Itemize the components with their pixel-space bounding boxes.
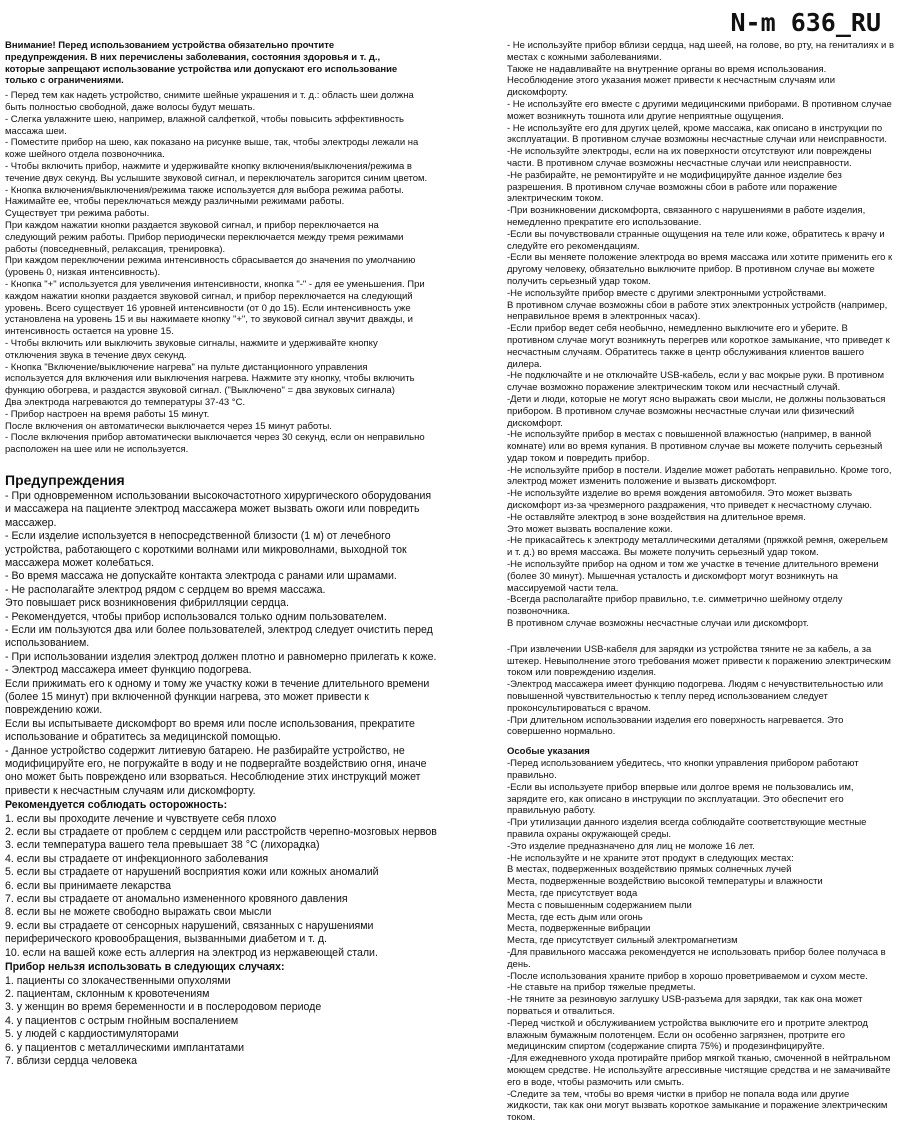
list-item: 6. если вы принимаете лекарства — [5, 879, 172, 892]
list-item: 9. если вы страдаете от сенсорных нарушений, связанных с нарушениями периферического кровообращения, вызванными диабетом и т. д. — [5, 919, 374, 946]
list-item: 6. у пациентов с металлическими имплантатами — [5, 1041, 245, 1054]
list-item: 5. у людей с кардиостимуляторами — [5, 1028, 179, 1041]
left-column — [5, 40, 445, 1068]
list-item: 10. если на вашей коже есть аллергия на электрод из нержавеющей стали. — [5, 946, 378, 959]
document-title: N-m 636_RU — [730, 8, 881, 37]
special-instructions-text: -Перед использованием убедитесь, что кнопки управления прибором работают правильно. -Если вы используете прибор впервые или долгое время не пользовались им, зарядите его, как описано в инструкции по эксплуатации. Это обеспечит его правильную работу. -При утилизации данного изделия всегда соблюдайте соответствующие местные правила охраны окружающей среды. -Это изделие предназначено для лиц не моложе 16 лет. -Не используйте и не храните этот продукт в следующих местах: В местах, подверженных воздействию прямых солнечных лучей Места, подверженные воздействию высокой температуры и влажности Места, где присутствует вода Места с повышенным содержанием пыли Места, где есть дым или огонь Места, подверженные вибрации Места, где присутствует сильный электромагнетизм -Для правильного массажа рекомендуется не использовать прибор более получаса в день. -После использования храните прибор в хорошо проветриваемом и сухом месте. -Не ставьте на прибор тяжелые предметы. -Не тяните за резиновую заглушку USB-разъема для зарядки, так как она может порваться и отвалиться. -Перед чисткой и обслуживанием устройства выключите его и протрите электрод влажным бумажным полотенцем. Если он особенно загрязнен, протрите его медицинским спиртом (содержание спирта 75%) и продезинфицируйте. -Для ежедневного ухода протирайте прибор мягкой тканью, смоченной в нейтральном моющем средстве. Не используйте агрессивные чистящие средства и не замачивайте его в воде, чтобы размочить или смыть. -Следите за тем, чтобы во время чистки в прибор не попала вода или другие жидкости, так как они могут вызвать короткое замыкание и поражение электрическим током. — [507, 758, 891, 1124]
warnings-text: - При одновременном использовании высокочастотного хирургического оборудования и массажера на пациенте электрод массажера может вызвать ожоги или повредить массажер. - Если изделие используется в непосредственной близости (1 м) от лечебного устройства, работающего с короткими волнами или микроволнами, выходной ток массажера может колебаться. - Во время массажа не допускайте контакта электрода с ранами или шрамами. - Не располагайте электрод рядом с сердцем во время массажа. Это повышает риск возникновения фибрилляции сердца. - Рекомендуется, чтобы прибор использовался только одним пользователем. - Если им пользуются два или более пользователей, электрод следует очистить перед использованием. - При использовании изделия электрод должен плотно и равномерно прилегать к коже. - Электрод массажера имеет функцию подогрева. Если прижимать его к одному и тому же участку кожи в течение длительного времени (более 15 минут) при включенной функции нагрева, это может привести к повреждению кожи. Если вы испытываете дискомфорт во время или после использования, прекратите использование и обратитесь за медицинской помощью. - Данное устройство содержит литиевую батарею. Не разбирайте устройство, не модифицируйте его, не погружайте в воду и не подвергайте воздействию огня, иначе оно может быть повреждено или взорваться. Несоблюдение этих инструкций может привести к несчастным случаям или дискомфорту. — [5, 489, 437, 797]
usage-instructions: - Перед тем как надеть устройство, снимите шейные украшения и т. д.: область шеи должна быть полностью свободной, даже волосы будут мешать. - Слегка увлажните шею, например, влажной салфеткой, чтобы повысить эффективность массажа шеи. - Поместите прибор на шею, как показано на рисунке выше, так, чтобы электроды лежали на коже шейного отдела позвоночника. - Чтобы включить прибор, нажмите и удерживайте кнопку включения/выключения/режима в течение двух секунд. Вы услышите звуковой сигнал, и переключатель загорится синим цветом. - Кнопка включения/выключения/режима также используется для выбора режима работы. Нажимайте ее, чтобы переключаться между различными режимами работы. Существует три режима работы. При каждом нажатии кнопки раздается звуковой сигнал, и прибор переключается на следующий режим работы. Прибор периодически переключается между тремя режимами работы (повседневный, релаксация, тренировка). При каждом переключении режима интенсивность сбрасывается до значения по умолчанию (уровень 0, низкая интенсивность). - Кнопка "+" используется для увеличения интенсивности, кнопка "-" - для ее уменьшения. При каждом нажатии кнопки раздается звуковой сигнал, и прибор переключается на следующий уровень. Всего существует 16 уровней интенсивности (от 0 до 15). Если интенсивность уже установлена на уровень 15 и вы нажимаете кнопку "+", то звуковой сигнал звучит дважды, и интенсивность остается на уровне 15. - Чтобы включить или выключить звуковые сигналы, нажмите и удерживайте кнопку отключения звука в течение двух секунд. - Кнопка "Включение/выключение нагрева" на пульте дистанционного управления используется для включения или выключения нагрева. Нажмите эту кнопку, чтобы включить функцию обогрева, и раздастся звуковой сигнал. ("Выключено" = два звуковых сигнала) Два электрода нагреваются до температуры 37-43 °C. - Прибор настроен на время работы 15 минут. После включения он автоматически выключается через 15 минут работы. - После включения прибор автоматически выключается через 30 секунд, если он неправильно расположен на шее или не используется. — [5, 90, 428, 456]
list-item: 1. если вы проходите лечение и чувствуете себя плохо — [5, 812, 277, 825]
prohibited-list — [5, 975, 445, 1069]
prohibited-heading: Прибор нельзя использовать в следующих случаях: — [5, 961, 285, 974]
warnings-heading: Предупреждения — [5, 471, 125, 488]
list-item: 4. у пациентов с острым гнойным воспалением — [5, 1014, 239, 1027]
list-item: 1. пациенты со злокачественными опухолями — [5, 974, 231, 987]
safety-warnings-continued: - Не используйте прибор вблизи сердца, над шеей, на голове, во рту, на гениталиях и в местах с кожными заболеваниями. Также не надавливайте на внутренние органы во время использования. Несоблюдение этого указания может привести к несчастным случаям или дискомфорту. - Не используйте его вместе с другими медицинскими приборами. В противном случае может возникнуть тошнота или другие неприятные ощущения. - Не используйте его для других целей, кроме массажа, как описано в инструкции по эксплуатации. В противном случае возможны несчастные случаи или неисправности. -Не используйте электроды, если на их поверхности отсутствуют или повреждены части. В противном случае возможны несчастные случаи или неисправности. -Не разбирайте, не ремонтируйте и не модифицируйте данное изделие без разрешения. В противном случае возможны сбои в работе или поражение электрическим током. -При возникновении дискомфорта, связанного с нарушениями в работе изделия, немедленно прекратите его использование. -Если вы почувствовали странные ощущения на теле или коже, обратитесь к врачу и следуйте его рекомендациям. -Если вы меняете положение электрода во время массажа или хотите применить его к другому человеку, обязательно выключите прибор. В противном случае вы можете получить серьезный удар током. -Не используйте прибор вместе с другими электронными устройствами. В противном случае возможны сбои в работе этих электронных устройств (например, неправильное время в электронных часах). -Если прибор ведет себя необычно, немедленно выключите его и уберите. В противном случае могут возникнуть перегрев или короткое замыкание, что приведет к несчастным случаям. Обратитесь также в центр обслуживания клиентов вашего дилера. -Не подключайте и не отключайте USB-кабель, если у вас мокрые руки. В противном случае возможно поражение электрическим током или несчастный случай. -Дети и люди, которые не могут ясно выражать свои мысли, не должны пользоваться прибором. В противном случае возможны несчастные случаи или физический дискомфорт. -Не используйте прибор в местах с повышенной влажностью (например, в ванной комнате) или во время купания. В противном случае вы можете получить серьезный удар током и повредить прибор. -Не используйте прибор в постели. Изделие может работать неправильно. Кроме того, электрод может изменить положение и вызвать дискомфорт. -Не используйте изделие во время вождения автомобиля. Это может вызвать дискомфорт из-за чрезмерного раздражения, что приведет к несчастному случаю. -Не оставляйте электрод в зоне воздействия на длительное время. Это может вызвать воспаление кожи. -Не прикасайтесь к электроду металлическими деталями (пряжкой ремня, ожерельем и т. д.) во время массажа. Вы можете получить серьезный удар током. -Не используйте прибор на одном и том же участке в течение длительного времени (более 30 минут). Мышечная усталость и дискомфорт могут возникнуть на массируемой части тела. -Всегда располагайте прибор правильно, т.е. симметрично шейному отделу позвоночника. В противном случае возможны несчастные случаи или дискомфорт. — [507, 40, 895, 630]
list-item: 3. если температура вашего тела превышает 38 °C (лихорадка) — [5, 839, 320, 852]
attention-notice: Внимание! Перед использованием устройства обязательно прочтите предупреждения. В них перечислены заболевания, состояния здоровья и т. д., которые запрещают использование устройства или допускают его использование только с ограничениями. — [5, 40, 398, 87]
right-column — [507, 40, 909, 1124]
list-item: 3. у женщин во время беременности и в послеродовом периоде — [5, 1001, 322, 1014]
caution-list — [5, 813, 445, 960]
list-item: 4. если вы страдаете от инфекционного заболевания — [5, 852, 269, 865]
list-item: 2. если вы страдаете от проблем с сердцем или расстройств черепно-мозговых нервов — [5, 826, 437, 839]
list-item: 2. пациентам, склонным к кровотечениям — [5, 987, 210, 1000]
usb-and-heating-notes: -При извлечении USB-кабеля для зарядки из устройства тяните не за кабель, а за штекер. Невыполнение этого требования может привести к поражению электрическим током или повреждению изделия. -Электрод массажера имеет функцию подогрева. Людям с нечувствительностью или повышенной чувствительностью к теплу перед использованием следует проконсультироваться с врачом. -При длительном использовании изделия его поверхность нагревается. Это совершенно нормально. — [507, 643, 891, 738]
caution-heading: Рекомендуется соблюдать осторожность: — [5, 799, 228, 812]
special-instructions-heading: Особые указания — [507, 746, 590, 758]
list-item: 7. вблизи сердца человека — [5, 1054, 138, 1067]
list-item: 8. если вы не можете свободно выражать свои мысли — [5, 906, 272, 919]
list-item: 5. если вы страдаете от нарушений восприятия кожи или кожных аномалий — [5, 866, 379, 879]
list-item: 7. если вы страдаете от аномально измененного кровяного давления — [5, 893, 348, 906]
